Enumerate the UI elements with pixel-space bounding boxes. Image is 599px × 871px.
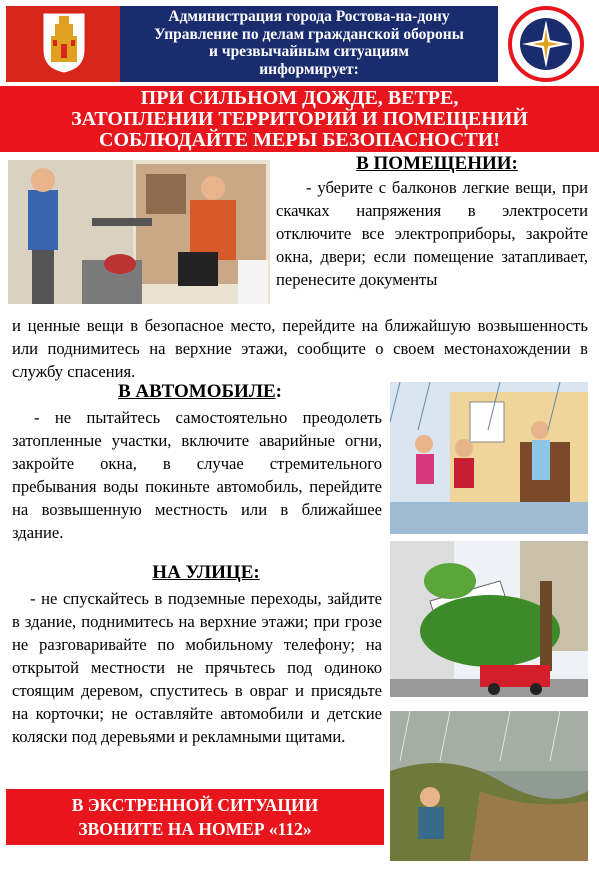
car-heading-colon: : bbox=[275, 381, 282, 402]
header-line-2: Управление по делам гражданской обороны bbox=[154, 25, 464, 43]
header-line-1: Администрация города Ростова-на-дону bbox=[168, 8, 450, 25]
indoors-heading: В ПОМЕЩЕНИИ: bbox=[356, 153, 518, 174]
mchs-emblem-icon bbox=[500, 6, 592, 82]
ravine-illustration bbox=[390, 711, 588, 861]
main-title-line-1: ПРИ СИЛЬНОМ ДОЖДЕ, ВЕТРЕ, bbox=[140, 87, 459, 109]
main-title-line-3: СОБЛЮДАЙТЕ МЕРЫ БЕЗОПАСНОСТИ! bbox=[99, 129, 500, 151]
emergency-line-1: В ЭКСТРЕННОЙ СИТУАЦИИ bbox=[71, 795, 319, 815]
emergency-banner bbox=[6, 789, 384, 845]
indoors-illustration bbox=[8, 160, 270, 304]
street-heading: НА УЛИЦЕ: bbox=[152, 562, 260, 583]
main-title bbox=[0, 86, 599, 152]
street-text: - не спускайтесь в подземные переходы, зайдите в здание, поднимитесь на верхние этажи; при грозе не разговаривайте по мобильному телефону; на открытой местности не прячьтесь под одиноко стоящим деревом, спуститесь в овраг и присядьте на корточки; не оставляйте автомобили и детские коляски под деревьями и рекламными щитами. bbox=[12, 589, 382, 746]
indoors-text-2: и ценные вещи в безопасное место, перейдите на ближайшую возвышенность или поднимитесь на верхние этажи, сообщите о своем местонахождении в службу спасения. bbox=[12, 316, 588, 381]
car-heading bbox=[100, 381, 300, 403]
header-line-4: информирует: bbox=[259, 60, 359, 78]
crest-icon bbox=[42, 12, 86, 74]
flood-street-illustration bbox=[390, 382, 588, 534]
storm-tree-illustration bbox=[390, 541, 588, 697]
header bbox=[0, 0, 599, 86]
indoors-text-1: - уберите с балконов легкие вещи, при скачках напряжения в электросети отключите все электроприборы, закройте окна, двери; если помещение затапливает, перенесите документы bbox=[276, 178, 588, 289]
car-text: - не пытайтесь самостоятельно преодолеть затопленные участки, включите аварийные огни, закройте окна, в случае стремительного пребывания воды покиньте автомобиль, перейдите на возвышенную местность или в ближайшее здание. bbox=[12, 408, 382, 542]
header-title bbox=[120, 6, 498, 82]
city-crest bbox=[6, 6, 120, 82]
header-line-3: и чрезвычайным ситуациям bbox=[209, 43, 409, 60]
main-title-line-2: ЗАТОПЛЕНИИ ТЕРРИТОРИЙ И ПОМЕЩЕНИЙ bbox=[71, 108, 528, 130]
emergency-line-2: ЗВОНИТЕ НА НОМЕР «112» bbox=[78, 819, 312, 839]
car-heading-text: В АВТОМОБИЛЕ bbox=[118, 381, 276, 402]
